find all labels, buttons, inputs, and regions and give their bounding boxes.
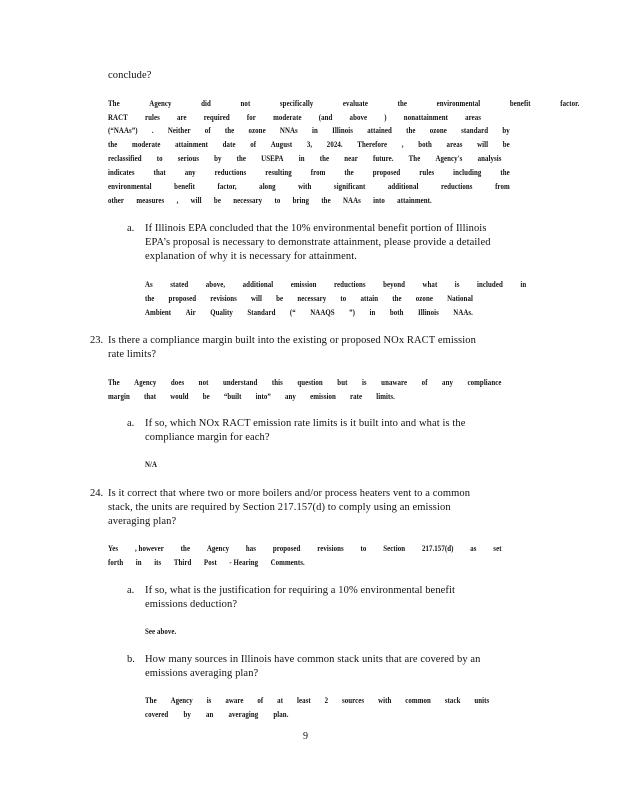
word: the — [500, 168, 510, 177]
word: indicates — [108, 168, 135, 177]
word: margin — [108, 392, 130, 401]
word: units — [474, 696, 490, 705]
word: proposed — [372, 168, 401, 177]
answer-line — [145, 711, 289, 719]
word: reductions — [334, 280, 366, 289]
word: above — [349, 113, 368, 122]
answer-intro-line — [108, 114, 481, 122]
sub-item-marker: a. — [127, 585, 135, 596]
word: the — [145, 294, 155, 303]
word: including — [453, 168, 482, 177]
word: be — [502, 140, 510, 149]
word: benefit — [174, 182, 195, 191]
word: August — [270, 140, 293, 149]
word: Agency — [170, 696, 193, 705]
page-number: 9 — [303, 731, 308, 742]
word: not — [198, 378, 209, 387]
word: nonattainment — [403, 113, 448, 122]
word: The — [145, 696, 157, 705]
word: that — [143, 392, 157, 401]
word: in — [312, 126, 318, 135]
word: an — [205, 710, 214, 719]
word: will — [250, 294, 263, 303]
word: factor, — [217, 182, 237, 191]
word: specifically — [279, 99, 314, 108]
word: Agency — [206, 544, 230, 553]
word: understand — [222, 378, 258, 387]
word: factor. — [560, 99, 580, 108]
question-line: emissions averaging plan? — [145, 668, 259, 679]
word: 2024. — [326, 140, 343, 149]
word: from — [310, 168, 326, 177]
word: bring — [292, 196, 310, 205]
word: both — [418, 140, 432, 149]
word: rules — [144, 113, 160, 122]
question-number: 23. — [90, 335, 104, 346]
word: , — [176, 196, 179, 205]
answer-intro-line — [108, 169, 510, 177]
word: significant — [333, 182, 366, 191]
word: measures — [136, 196, 165, 205]
word: NAAs. — [453, 308, 473, 317]
question-line: explanation of why it is necessary for attainment. — [145, 251, 358, 262]
continued-question-text: conclude? — [108, 70, 152, 81]
word: environmental — [108, 182, 152, 191]
word: the — [406, 126, 416, 135]
word: will — [190, 196, 202, 205]
word: at — [277, 696, 284, 705]
word: ozone — [415, 294, 433, 303]
word: date — [222, 140, 236, 149]
word: stack — [444, 696, 461, 705]
question-line: emissions deduction? — [145, 599, 238, 610]
word: additional — [387, 182, 419, 191]
question-line: If so, what is the justification for requiring a 10% environmental benefit — [145, 585, 456, 596]
word: the — [321, 196, 331, 205]
word: Illinois — [332, 126, 354, 135]
word: into” — [255, 392, 271, 401]
word: this — [271, 378, 283, 387]
word: the — [180, 544, 191, 553]
word: Standard — [247, 308, 276, 317]
word: attainment. — [397, 196, 432, 205]
answer-line — [108, 393, 395, 401]
word: what — [422, 280, 438, 289]
word: Agency's — [435, 154, 463, 163]
word: NAAs — [342, 196, 361, 205]
answer-line — [108, 559, 305, 567]
word: above, — [205, 280, 226, 289]
word: Agency — [149, 99, 172, 108]
word: forth — [108, 558, 124, 567]
word: the — [392, 294, 402, 303]
word: by — [183, 710, 191, 719]
word: proposed — [168, 294, 197, 303]
word: to — [340, 294, 347, 303]
word: ”) — [349, 308, 356, 317]
word: benefit — [509, 99, 531, 108]
sub-item-marker: a. — [127, 418, 135, 429]
question-line: compliance margin for each? — [145, 432, 270, 443]
answer-intro-line — [108, 183, 510, 191]
word: in — [135, 558, 142, 567]
word: be — [213, 196, 221, 205]
word: the — [224, 126, 235, 135]
word: but — [337, 378, 348, 387]
word: USEPA — [261, 154, 284, 163]
question-line: averaging plan? — [108, 516, 177, 527]
word: Comments. — [270, 558, 305, 567]
word: , — [401, 140, 404, 149]
word: any — [442, 378, 453, 387]
word: that — [153, 168, 166, 177]
answer-line: See above. — [145, 627, 177, 636]
word: revisions — [317, 544, 344, 553]
word: the — [397, 99, 408, 108]
word: by — [214, 154, 222, 163]
word: not — [240, 99, 251, 108]
word: is — [454, 280, 460, 289]
word: areas — [465, 113, 482, 122]
word: serious — [177, 154, 199, 163]
word: of — [250, 140, 257, 149]
word: revisions — [210, 294, 237, 303]
word: Yes — [108, 544, 119, 553]
word: sources — [341, 696, 365, 705]
word: Post — [203, 558, 217, 567]
word: As — [145, 280, 153, 289]
word: National — [447, 294, 473, 303]
word: the — [108, 140, 118, 149]
word: its — [154, 558, 162, 567]
word: to — [156, 154, 163, 163]
word: necessary — [297, 294, 327, 303]
answer-intro-line — [108, 127, 510, 135]
question-line: If so, which NOx RACT emission rate limits is it built into and what is the — [145, 418, 466, 429]
word: Quality — [210, 308, 233, 317]
word: Therefore — [357, 140, 388, 149]
word: (“NAAs”) — [108, 126, 138, 135]
word: attain — [360, 294, 379, 303]
question-number: 24. — [90, 488, 104, 499]
question-line: rate limits? — [108, 349, 157, 360]
word: reclassified — [108, 154, 142, 163]
word: analysis — [477, 154, 502, 163]
question-line: stack, the units are required by Section 217.157(d) to comply using an emission — [108, 502, 451, 513]
answer-line — [108, 379, 502, 387]
word: into — [373, 196, 385, 205]
word: The — [108, 99, 120, 108]
question-line: EPA’s proposal is necessary to demonstrate attainment, please provide a detailed — [145, 237, 491, 248]
word: Agency — [134, 378, 157, 387]
word: 217.157(d) — [421, 544, 454, 553]
word: other — [108, 196, 125, 205]
word: emission — [290, 280, 317, 289]
answer-line — [108, 545, 502, 553]
answer-line — [145, 309, 473, 317]
word: compliance — [467, 378, 502, 387]
word: emission — [310, 392, 336, 401]
word: with — [298, 182, 312, 191]
word: question — [297, 378, 323, 387]
word: ozone — [248, 126, 266, 135]
word: . — [151, 126, 154, 135]
word: of — [257, 696, 264, 705]
word: Air — [185, 308, 196, 317]
answer-intro-line — [108, 197, 432, 205]
word: stated — [170, 280, 189, 289]
word: moderate — [132, 140, 161, 149]
word: from — [495, 182, 510, 191]
sub-item-marker: b. — [127, 654, 135, 665]
word: are — [176, 113, 187, 122]
word: will — [477, 140, 489, 149]
word: along — [259, 182, 276, 191]
word: plan. — [273, 710, 289, 719]
word: RACT — [108, 113, 128, 122]
word: unaware — [381, 378, 408, 387]
word: reductions — [214, 168, 247, 177]
word: is — [361, 378, 367, 387]
word: to — [274, 196, 281, 205]
word: least — [296, 696, 311, 705]
word: by — [502, 126, 510, 135]
word: - Hearing — [229, 558, 259, 567]
word: be — [276, 294, 284, 303]
word: the — [236, 154, 247, 163]
word: averaging — [228, 710, 259, 719]
word: for — [246, 113, 256, 122]
question-line: If Illinois EPA concluded that the 10% environmental benefit portion of Illinois — [145, 223, 487, 234]
word: (and — [318, 113, 333, 122]
word: as — [470, 544, 477, 553]
word: The — [108, 378, 120, 387]
answer-line — [145, 281, 526, 289]
word: covered — [145, 710, 169, 719]
word: attainment — [175, 140, 209, 149]
word: ozone — [429, 126, 447, 135]
word: areas — [446, 140, 463, 149]
word: in — [369, 308, 376, 317]
word: 3, — [306, 140, 313, 149]
word: rate — [350, 392, 363, 401]
word: resulting — [265, 168, 292, 177]
question-line: How many sources in Illinois have common stack units that are covered by an — [145, 654, 481, 665]
word: in — [520, 280, 527, 289]
answer-intro-line — [108, 155, 502, 163]
word: included — [477, 280, 503, 289]
word: rules — [419, 168, 435, 177]
word: standard — [461, 126, 489, 135]
word: common — [405, 696, 431, 705]
word: future. — [373, 154, 394, 163]
word: (“ — [289, 308, 296, 317]
word: , however — [134, 544, 164, 553]
word: Third — [173, 558, 192, 567]
word: with — [378, 696, 392, 705]
question-line: Is it correct that where two or more boilers and/or process heaters vent to a common — [108, 488, 471, 499]
word: evaluate — [342, 99, 369, 108]
word: NNAs — [279, 126, 298, 135]
word: any — [285, 392, 296, 401]
word: to — [360, 544, 367, 553]
word: necessary — [233, 196, 263, 205]
word: beyond — [383, 280, 406, 289]
answer-line — [145, 295, 473, 303]
word: did — [201, 99, 211, 108]
sub-item-marker: a. — [127, 223, 135, 234]
word: limits. — [376, 392, 395, 401]
word: does — [170, 378, 185, 387]
word: Ambient — [145, 308, 172, 317]
word: the — [319, 154, 330, 163]
word: of — [204, 126, 211, 135]
word: Neither — [167, 126, 191, 135]
word: any — [184, 168, 196, 177]
word: near — [344, 154, 358, 163]
word: in — [298, 154, 305, 163]
word: The — [408, 154, 421, 163]
answer-line — [145, 697, 489, 705]
word: NAAQS — [310, 308, 335, 317]
word: ) — [384, 113, 387, 122]
word: Illinois — [417, 308, 439, 317]
word: Section — [383, 544, 406, 553]
word: the — [344, 168, 354, 177]
word: 2 — [324, 696, 329, 705]
word: “built — [223, 392, 242, 401]
word: additional — [242, 280, 274, 289]
answer-line: N/A — [145, 460, 158, 469]
answer-intro-line — [108, 141, 510, 149]
word: environmental — [436, 99, 481, 108]
word: be — [202, 392, 210, 401]
word: has — [245, 544, 257, 553]
word: is — [206, 696, 212, 705]
word: moderate — [273, 113, 302, 122]
word: set — [493, 544, 502, 553]
word: reductions — [440, 182, 473, 191]
word: attained — [367, 126, 392, 135]
word: both — [389, 308, 404, 317]
question-line: Is there a compliance margin built into the existing or proposed NOx RACT emission — [108, 335, 476, 346]
word: would — [170, 392, 189, 401]
word: proposed — [272, 544, 301, 553]
word: aware — [225, 696, 244, 705]
word: of — [421, 378, 428, 387]
answer-intro-line — [108, 100, 580, 108]
word: required — [203, 113, 230, 122]
